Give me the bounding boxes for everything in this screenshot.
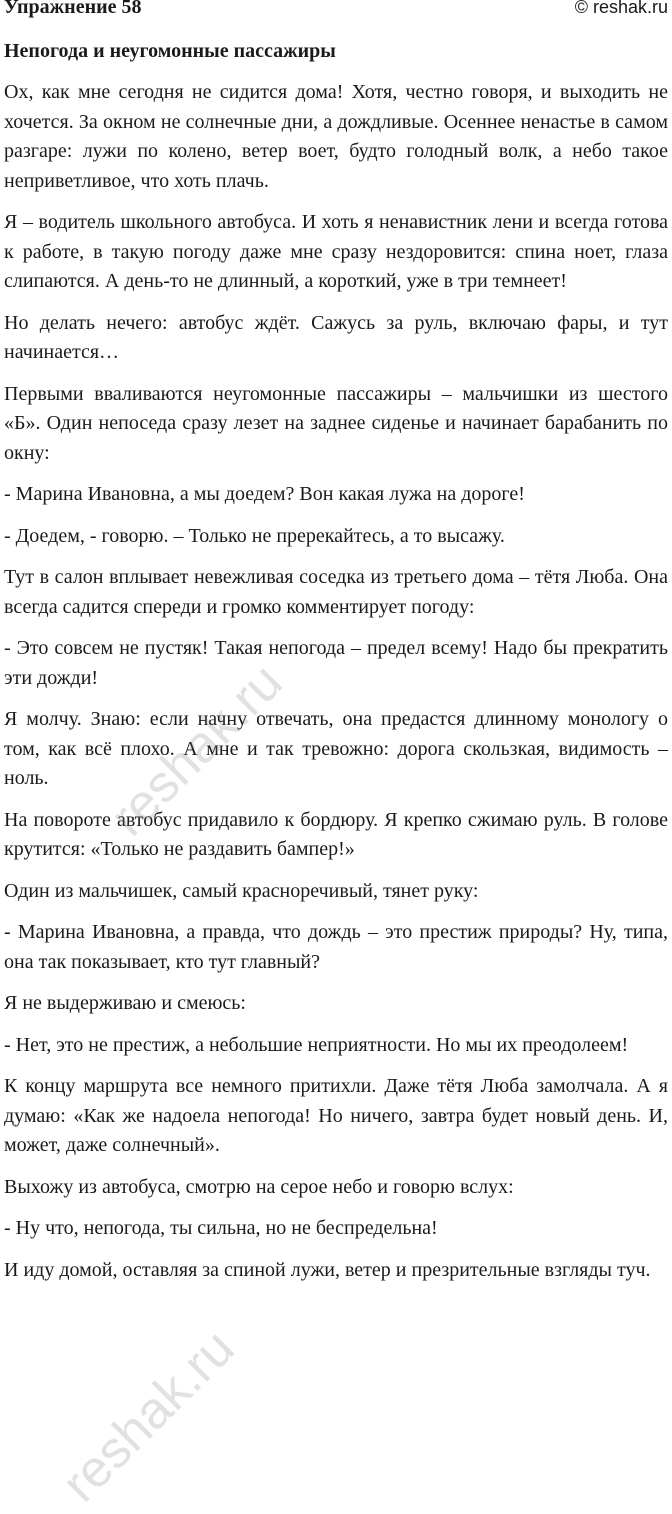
paragraph: Я – водитель школьного автобуса. И хоть я ненавистник лени и всегда готова к работе, в такую погоду даже мне сразу нездоровится: спина ноет, глаза слипаются. А день-то не длинный, а короткий, уже в три темнеет! xyxy=(4,211,668,292)
paragraph: - Доедем, - говорю. – Только не пререкайтесь, а то высажу. xyxy=(4,524,505,547)
paragraph: Один из мальчишек, самый красноречивый, тянет руку: xyxy=(4,879,479,902)
paragraph: - Нет, это не престиж, а небольшие неприятности. Но мы их преодолеем! xyxy=(4,1033,629,1056)
watermark-logo: reshak.ru xyxy=(51,1318,246,1514)
paragraph: Первыми вваливаются неугомонные пассажиры – мальчишки из шестого «Б». Один непоседа сразу лезет на заднее сиденье и начинает барабанить по окну: xyxy=(4,382,668,464)
paragraph: К концу маршрута все немного притихли. Даже тётя Люба замолчала. А я думаю: «Как же надоела непогода! Но ничего, завтра будет новый день. И, может, даже солнечный». xyxy=(4,1075,668,1156)
paragraph: Но делать нечего: автобус ждёт. Сажусь за руль, включаю фары, и тут начинается… xyxy=(4,311,668,363)
paragraph: На повороте автобус придавило к бордюру. Я крепко сжимаю руль. В голове крутится: «Только не раздавить бампер!» xyxy=(4,808,668,860)
paragraph: Я не выдерживаю и смеюсь: xyxy=(4,992,246,1014)
paragraph: Тут в салон вплывает невежливая соседка из третьего дома – тётя Люба. Она всегда садится спереди и громко комментирует погоду: xyxy=(4,566,668,618)
watermark-logo: reshak.ru xyxy=(99,652,294,848)
paragraph: И иду домой, оставляя за спиной лужи, ветер и презрительные взгляды туч. xyxy=(4,1258,651,1281)
paragraph: Выхожу из автобуса, смотрю на серое небо и говорю вслух: xyxy=(4,1175,514,1198)
paragraph: - Ну что, непогода, ты сильна, но не беспредельна! xyxy=(4,1217,438,1239)
page-header xyxy=(4,0,668,24)
paragraph: Я молчу. Знаю: если начну отвечать, она предастся длинному монологу о том, как всё плохо. А мне и так тревожно: дорога скользкая, видимость – ноль. xyxy=(4,708,668,789)
paragraph: Ох, как мне сегодня не сидится дома! Хотя, честно говоря, и выходить не хочется. За окном не солнечные дни, а дождливые. Осеннее ненастье в самом разгаре: лужи по колено, ветер воет, будто голодный волк, а небо такое неприветливое, что хоть плачь. xyxy=(4,81,668,192)
paragraph: - Марина Ивановна, а мы доедем? Вон какая лужа на дороге! xyxy=(4,483,525,505)
paragraph: - Это совсем не пустяк! Такая непогода – предел всему! Надо бы прекратить эти дожди! xyxy=(4,637,668,689)
document-body xyxy=(4,78,668,1285)
exercise-title: Упражнение 58 xyxy=(4,0,142,18)
source-credit: © reshak.ru xyxy=(574,0,668,17)
document-title: Непогода и неугомонные пассажиры xyxy=(4,40,336,62)
paragraph: - Марина Ивановна, а правда, что дождь – это престиж природы? Ну, типа, она так показывает, кто тут главный? xyxy=(4,921,668,973)
